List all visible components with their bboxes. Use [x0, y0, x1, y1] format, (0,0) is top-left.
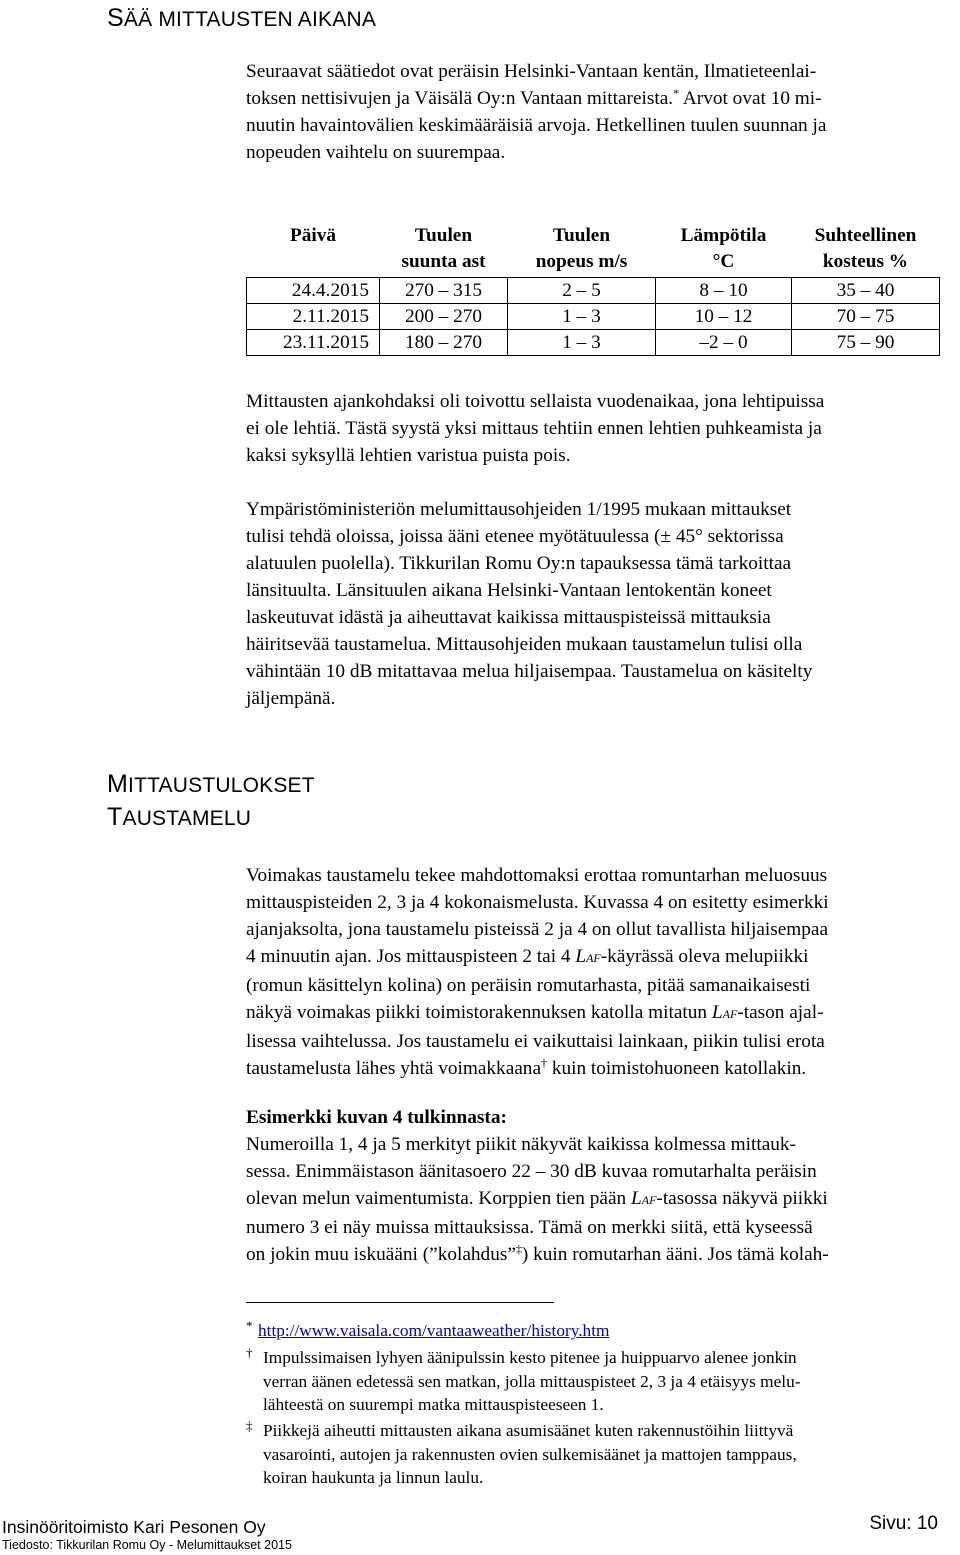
- table-row: [247, 304, 940, 330]
- text-line: (romun käsittelyn kolina) on peräisin romutarhasta, pitää samanaikaisesti: [246, 975, 811, 996]
- footnote-line: Piikkejä aiheutti mittausten aikana asumisäänet kuten rakennustöihin liittyvä: [263, 1421, 794, 1440]
- header-line: Päivä: [289, 225, 337, 246]
- header-humidity: [792, 219, 940, 278]
- header-line: kosteus %: [822, 251, 909, 272]
- header-line: Tuulen: [414, 225, 473, 246]
- table-cell: 270 – 315: [380, 278, 508, 304]
- symbol-subscript: AF: [722, 1007, 738, 1021]
- header-line: suunta ast: [401, 251, 486, 272]
- footnote-mark: ‡: [246, 1418, 253, 1433]
- footnote-line: vasarointi, autojen ja rakennusten ovien sulkemisäänet ja mattojen tamppaus,: [263, 1444, 797, 1464]
- header-line: Lämpötila: [680, 225, 767, 246]
- text-line: Voimakas taustamelu tekee mahdottomaksi erottaa romuntarhan meluosuus: [246, 865, 828, 886]
- footnote-line: Impulssimaisen lyhyen äänipulssin kesto pitenee ja huippuarvo alenee jonkin: [263, 1348, 797, 1367]
- text-line: vähintään 10 dB mitattavaa melua hiljaisempaa. Taustamelua on käsitelty: [246, 661, 813, 682]
- text-line: [246, 999, 958, 1028]
- footer-company: Insinööritoimisto Kari Pesonen Oy: [2, 1517, 266, 1537]
- weather-intro-paragraph: [246, 58, 958, 166]
- table-row: [247, 278, 940, 304]
- section-heading-weather: [107, 4, 376, 33]
- text-span: -käyrässä oleva melupiikki: [600, 946, 809, 967]
- table-cell: 10 – 12: [656, 304, 792, 330]
- symbol-subscript: AF: [586, 951, 601, 965]
- text-line: [246, 85, 958, 112]
- header-wind-speed: [508, 219, 656, 278]
- text-line: Seuraavat säätiedot ovat peräisin Helsinki-Vantaan kentän, Ilmatieteenlai-: [246, 61, 817, 82]
- symbol-subscript: AF: [641, 1193, 657, 1207]
- text-line: ei ole lehtiä. Tästä syystä yksi mittaus tehtiin ennen lehtien puhkeamista ja: [246, 418, 822, 439]
- text-line: häiritsevää taustamelua. Mittausohjeiden mukaan taustamelun tulisi olla: [246, 634, 803, 655]
- table-cell: 35 – 40: [792, 278, 940, 304]
- symbol-l: L: [631, 1188, 642, 1209]
- table-cell: 75 – 90: [792, 330, 940, 356]
- text-line: Ympäristöministeriön melumittausohjeiden 1/1995 mukaan mittaukset: [246, 499, 792, 520]
- text-span: näkyä voimakas piikki toimistorakennuksen katolla mitatun: [246, 1002, 712, 1023]
- table-cell: 200 – 270: [380, 304, 508, 330]
- subsection-heading-background-noise: [107, 803, 251, 832]
- footnote-ref: *: [673, 86, 680, 100]
- heading-text: ITTAUSTULOKSET: [128, 774, 315, 797]
- text-line: Mittausten ajankohdaksi oli toivottu sellaista vuodenaikaa, jona lehtipuissa: [246, 391, 825, 412]
- text-span: taustamelusta lähes yhtä voimakkaana: [246, 1058, 542, 1079]
- table-cell: 2.11.2015: [247, 304, 380, 330]
- footnote-body: [263, 1419, 797, 1490]
- text-span: Arvot ovat 10 mi-: [679, 88, 822, 109]
- text-line: numero 3 ei näy muissa mittauksissa. Tämä on merkki siitä, että kyseessä: [246, 1217, 813, 1238]
- text-line: lisessa vaihtelussa. Jos taustamelu ei vaikuttaisi lainkaan, piikin tulisi erota: [246, 1031, 825, 1052]
- footer-filename: Tiedosto: Tikkurilan Romu Oy - Melumittaukset 2015: [2, 1538, 292, 1552]
- table-row: [247, 330, 940, 356]
- vaisala-history-link[interactable]: http://www.vaisala.com/vantaaweather/history.htm: [258, 1321, 610, 1340]
- text-span: -tasossa näkyvä piikki: [656, 1188, 828, 1209]
- text-line: kaksi syksyllä lehtien varistua puista pois.: [246, 445, 571, 466]
- text-line: nuutin havaintovälien keskimääräisiä arvoja. Hetkellinen tuulen suunnan ja: [246, 115, 827, 136]
- header-line: °C: [712, 251, 735, 272]
- heading-initial: S: [107, 4, 124, 32]
- text-span: -tason ajal-: [737, 1002, 824, 1023]
- text-span: kuin toimistohuoneen katollakin.: [547, 1058, 807, 1079]
- text-line: ajanjaksolta, jona taustamelu pisteissä 2 ja 4 on ollut tavallista hiljaisempaa: [246, 919, 829, 940]
- header-temperature: [656, 219, 792, 278]
- text-line: sessa. Enimmäistason äänitasoero 22 – 30 dB kuvaa romutarhalta peräisin: [246, 1161, 817, 1182]
- text-span: toksen nettisivujen ja Väisälä Oy:n Vantaan mittareista.: [246, 88, 674, 109]
- header-line: nopeus m/s: [535, 251, 628, 272]
- table-cell: 1 – 3: [508, 304, 656, 330]
- guidelines-paragraph: [246, 496, 958, 712]
- heading-initial: M: [107, 770, 129, 798]
- text-line: [246, 1185, 958, 1214]
- header-line: Suhteellinen: [814, 225, 917, 246]
- symbol-l: L: [575, 946, 587, 967]
- text-line: [246, 1055, 958, 1082]
- text-span: ) kuin romutarhan ääni. Jos tämä kolah-: [521, 1244, 829, 1265]
- header-date: [247, 219, 380, 278]
- heading-initial: T: [107, 803, 123, 831]
- text-span: 4 minuutin ajan. Jos mittauspisteen 2 tai 4: [246, 946, 576, 967]
- text-line: alatuulen puolella). Tikkurilan Romu Oy:n tapauksessa tämä tarkoittaa: [246, 553, 792, 574]
- table-cell: –2 – 0: [656, 330, 792, 356]
- weather-table: [246, 219, 940, 356]
- footnote-ref: ‡: [515, 1242, 522, 1256]
- symbol-l: L: [711, 1002, 723, 1023]
- text-line: [246, 1241, 958, 1268]
- footnote-body: [263, 1346, 800, 1417]
- table-cell: 24.4.2015: [247, 278, 380, 304]
- footnote-ref: †: [541, 1056, 548, 1070]
- timing-paragraph: [246, 388, 958, 469]
- example-title: Esimerkki kuvan 4 tulkinnasta:: [246, 1107, 507, 1128]
- page-number: Sivu: 10: [869, 1513, 938, 1534]
- text-line: mittauspisteiden 2, 3 ja 4 kokonaismelusta. Kuvassa 4 on esitetty esimerkki: [246, 892, 829, 913]
- table-cell: 1 – 3: [508, 330, 656, 356]
- table-cell: 23.11.2015: [247, 330, 380, 356]
- table-cell: 2 – 5: [508, 278, 656, 304]
- heading-text: ÄÄ MITTAUSTEN AIKANA: [123, 8, 377, 31]
- heading-text: AUSTAMELU: [122, 807, 252, 830]
- table-cell: 70 – 75: [792, 304, 940, 330]
- background-noise-paragraph: [246, 862, 958, 1082]
- text-line: länsituulta. Länsituulen aikana Helsinki-Vantaan lentokentän koneet: [246, 580, 772, 601]
- text-line: jäljempänä.: [246, 688, 336, 709]
- footnote-line: verran äänen edetessä sen matkan, jolla mittauspisteet 2, 3 ja 4 etäisyys melu-: [263, 1371, 801, 1391]
- text-line: nopeuden vaihtelu on suurempaa.: [246, 142, 506, 163]
- example-interpretation-paragraph: [246, 1104, 958, 1268]
- footnote-line: koiran haukunta ja linnun laulu.: [263, 1468, 484, 1487]
- footnote-separator: [246, 1302, 554, 1303]
- table-cell: 8 – 10: [656, 278, 792, 304]
- section-heading-results: [107, 770, 315, 799]
- header-line: Tuulen: [552, 225, 611, 246]
- text-line: laskeutuvat idästä ja aiheuttavat kaikissa mittauspisteissä mittauksia: [246, 607, 771, 628]
- table-header-row: [247, 219, 940, 278]
- footnote-mark: *: [246, 1318, 253, 1333]
- footnote-line: lähteestä on suurempi matka mittauspisteeseen 1.: [263, 1395, 604, 1414]
- text-span: olevan melun vaimentumista. Korppien tien pään: [246, 1188, 631, 1209]
- header-wind-direction: [380, 219, 508, 278]
- text-line: Numeroilla 1, 4 ja 5 merkityt piikit näkyvät kaikissa kolmessa mittauk-: [246, 1134, 796, 1155]
- footnote-mark: †: [246, 1345, 253, 1360]
- text-line: [246, 943, 958, 972]
- text-line: tulisi tehdä oloissa, joissa ääni etenee myötätuulessa (± 45° sektorissa: [246, 526, 784, 547]
- table-cell: 180 – 270: [380, 330, 508, 356]
- text-span: on jokin muu iskuääni (”kolahdus”: [246, 1244, 516, 1265]
